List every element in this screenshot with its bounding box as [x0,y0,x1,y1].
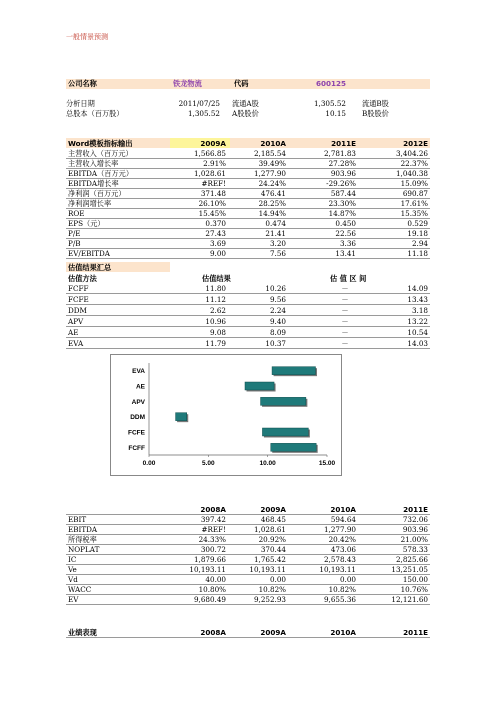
metric-value: 2,781.83 [323,149,356,158]
ev-label: IC [68,555,77,564]
metric-value: 903.96 [330,169,356,178]
ev-value: 24.33% [198,535,226,544]
metric-value: 1,040.38 [395,169,428,178]
ev-value: 468.45 [260,515,286,524]
valuation-value: 11.80 [205,284,226,293]
metric-value: 22.56 [335,229,356,238]
row-divider [66,326,430,327]
info-label: A股股价 [232,109,259,118]
metric-value: 2.91% [203,159,226,168]
info-label: 流通B股 [362,99,389,108]
metric-value: 1,277.90 [253,169,286,178]
metric-label: P/B [68,239,81,248]
valuation-value: － [341,306,349,315]
performance-col-year: 2009A [260,628,286,637]
metric-value: 587.44 [330,189,356,198]
valuation-value: 14.09 [407,284,428,293]
metrics-col-year: 2009A [200,139,226,148]
metric-value: 28.25% [258,199,286,208]
metric-value: 371.48 [200,189,226,198]
metric-value: 21.41 [265,229,286,238]
ev-col-year: 2010A [330,505,356,514]
ev-value: 732.06 [402,515,428,524]
ev-value: 9,655.36 [323,595,356,604]
ev-value: 1,765.42 [253,555,286,564]
ev-label: EV [68,595,79,604]
valuation-col-range: 估 值 区 间 [330,274,367,283]
ev-value: 0.00 [339,575,356,584]
tick-label: 5.00 [202,460,215,467]
valuation-value: 3.18 [411,306,428,315]
company-name-label: 公司名称 [68,79,97,88]
bar-fcfe [262,428,308,436]
metric-value: 0.370 [205,219,226,228]
category-label: APV [131,398,145,406]
metric-value: 3.69 [209,239,226,248]
ev-value: 300.72 [200,545,226,554]
page-title: 一般情景预测 [66,33,108,41]
valuation-method: EVA [68,339,84,348]
metric-value: 1,566.85 [193,149,226,158]
metric-value: 13.41 [335,249,356,258]
ev-value: 9,680.49 [193,595,226,604]
valuation-value: 9.08 [209,328,226,337]
ev-value: #REF! [201,525,226,534]
metric-value: -29.26% [326,179,356,188]
info-value: 1,305.52 [187,109,220,118]
valuation-method: FCFF [68,284,89,293]
metric-label: 净利润（百万元） [68,189,126,198]
valuation-value: 2.24 [269,306,286,315]
row-divider [66,337,430,338]
valuation-value: 14.03 [407,339,428,348]
bar-ddm [176,413,187,421]
metric-value: 19.18 [407,229,428,238]
valuation-value: 13.22 [407,317,428,326]
row-divider [66,604,430,605]
company-name-value: 铁龙物流 [173,79,202,88]
metric-value: 27.28% [328,159,356,168]
ev-value: 0.00 [269,575,286,584]
metric-label: EV/EBITDA [68,249,110,258]
ev-label: NOPLAT [68,545,100,554]
metric-value: 39.49% [258,159,286,168]
valuation-value: 13.43 [407,295,428,304]
valuation-value: 10.26 [265,284,286,293]
valuation-method: FCFE [68,295,89,304]
valuation-value: 9.40 [269,317,286,326]
performance-title: 业绩表现 [68,628,97,637]
ev-label: Vd [68,575,78,584]
metric-value: 22.37% [400,159,428,168]
ev-label: Ve [68,565,77,574]
metrics-col-year: 2010A [260,139,286,148]
metric-label: 主营收入增长率 [68,159,119,168]
ev-value: 473.06 [330,545,356,554]
category-label: FCFE [128,429,145,437]
info-value: 1,305.52 [313,99,346,108]
valuation-value: － [341,317,349,326]
valuation-value: 10.54 [407,328,428,337]
company-header [66,79,430,89]
info-label: 流通A股 [232,99,259,108]
metric-value: 23.30% [328,199,356,208]
info-value: 10.15 [325,109,346,118]
metric-value: 7.56 [269,249,286,258]
valuation-value: － [341,328,349,337]
valuation-value: － [341,295,349,304]
valuation-value: 9.56 [269,295,286,304]
bar-eva [272,367,315,375]
row-divider [66,293,430,294]
ev-value: 10.76% [400,585,428,594]
metric-value: 1,028.61 [193,169,226,178]
info-value: 2011/07/25 [178,99,220,108]
metric-label: EPS（元） [68,219,105,228]
valuation-value: － [341,339,349,348]
metric-label: ROE [68,209,85,218]
valuation-value: 2.62 [209,306,226,315]
metric-value: 9.00 [209,249,226,258]
ev-label: 所得税率 [68,535,97,544]
ev-value: 2,578.43 [323,555,356,564]
ev-col-year: 2008A [200,505,226,514]
performance-col-year: 2011E [403,628,428,637]
valuation-range-chart [110,354,342,476]
ev-value: 10.82% [328,585,356,594]
metric-value: 2,185.54 [253,149,286,158]
code-label: 代码 [234,79,249,88]
ev-value: 20.92% [258,535,286,544]
metric-value: 14.94% [258,209,286,218]
info-label: 分析日期 [66,99,95,108]
valuation-col-result: 估值结果 [202,274,231,283]
ev-value: 903.96 [402,525,428,534]
ev-value: 578.33 [402,545,428,554]
metric-value: 17.61% [400,199,428,208]
info-label: 总股本（百万股） [66,109,124,118]
tick-label: 0.00 [142,460,156,467]
valuation-value: 10.96 [205,317,226,326]
bar-apv [261,397,306,405]
metric-value: 26.10% [198,199,226,208]
valuation-value: 8.09 [269,328,286,337]
code-value: 600125 [316,79,347,88]
valuation-value: 11.12 [205,295,226,304]
ev-value: 10,193.11 [189,565,226,574]
ev-label: EBITDA [68,525,98,534]
ev-value: 594.64 [330,515,356,524]
metric-value: 0.529 [407,219,428,228]
row-divider [66,348,430,349]
metric-value: 11.18 [407,249,428,258]
chart-svg [111,355,341,475]
ev-value: 150.00 [402,575,428,584]
valuation-section-title: 估值结果汇总 [68,263,112,272]
valuation-method: DDM [68,306,87,315]
ev-value: 10,193.11 [249,565,286,574]
ev-value: 20.42% [328,535,356,544]
metric-value: 14.87% [328,209,356,218]
ev-value: 40.00 [205,575,226,584]
category-label: AE [135,383,145,391]
metrics-header-title: Word模板指标输出 [68,139,133,148]
row-divider [66,637,430,638]
ev-value: 1,277.90 [323,525,356,534]
metric-value: 15.09% [400,179,428,188]
ev-label: EBIT [68,515,87,524]
metric-value: 476.41 [260,189,286,198]
metric-label: P/E [68,229,81,238]
metric-label: 主营收入（百万元） [68,149,133,158]
tick-label: 10.00 [259,460,276,467]
valuation-method: APV [68,317,84,326]
ev-value: 21.00% [400,535,428,544]
performance-col-year: 2010A [330,628,356,637]
metric-value: 0.474 [265,219,286,228]
metrics-col-year: 2011E [331,139,356,148]
metric-value: 24.24% [258,179,286,188]
metric-label: EBITDA（百万元） [68,169,134,178]
row-divider [66,315,430,316]
ev-value: 370.44 [260,545,286,554]
metric-label: EBITDA增长率 [68,179,119,188]
valuation-method: AE [68,328,79,337]
ev-value: 1,028.61 [253,525,286,534]
ev-label: WACC [68,585,92,594]
metric-value: 27.43 [205,229,226,238]
bar-fcff [271,443,316,451]
ev-value: 13,251.05 [391,565,428,574]
valuation-value: － [341,284,349,293]
ev-col-year: 2009A [260,505,286,514]
metric-value: 3,404.26 [395,149,428,158]
ev-value: 10.82% [258,585,286,594]
row-divider [66,304,430,305]
ev-value: 9,252.93 [253,595,286,604]
ev-value: 12,121.60 [391,595,428,604]
valuation-value: 11.79 [205,339,226,348]
metric-value: #REF! [201,179,226,188]
tick-label: 15.00 [318,460,336,467]
metric-value: 15.35% [400,209,428,218]
metric-value: 3.36 [339,239,356,248]
performance-col-year: 2008A [200,628,226,637]
valuation-col-method: 估值方法 [68,274,97,283]
metric-value: 2.94 [411,239,428,248]
valuation-value: 10.37 [265,339,286,348]
metric-value: 0.450 [335,219,356,228]
ev-col-year: 2011E [403,505,428,514]
metric-value: 690.87 [402,189,428,198]
category-label: EVA [132,368,145,376]
metric-label: 净利润增长率 [68,199,112,208]
metric-value: 3.20 [269,239,286,248]
category-label: DDM [130,414,145,422]
ev-value: 1,879.66 [193,555,226,564]
ev-value: 10,193.11 [319,565,356,574]
ev-value: 397.42 [200,515,226,524]
info-label: B股股价 [362,109,389,118]
metric-value: 15.45% [198,209,226,218]
ev-value: 2,825.66 [395,555,428,564]
metrics-col-year: 2012E [403,139,428,148]
ev-value: 10.80% [198,585,226,594]
row-divider [66,258,430,259]
category-label: FCFF [128,444,145,452]
bar-ae [245,382,274,390]
